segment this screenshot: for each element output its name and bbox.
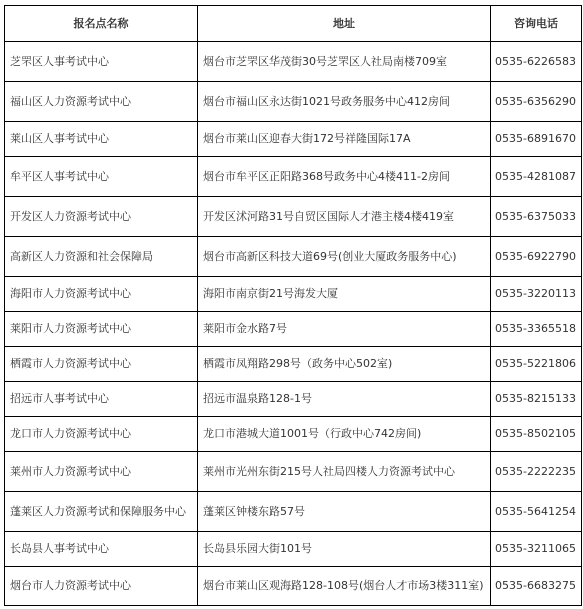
cell-phone: 0535-2222235: [491, 452, 582, 492]
cell-name: 蓬莱区人力资源考试和保障服务中心: [5, 492, 198, 532]
cell-address: 开发区沭河路31号自贸区国际人才港主楼4楼419室: [198, 197, 491, 237]
cell-phone: 0535-6356290: [491, 82, 582, 122]
table-body: [5, 42, 582, 606]
cell-name: 高新区人力资源和社会保障局: [5, 237, 198, 277]
cell-name: 烟台市人力资源考试中心: [5, 567, 198, 606]
cell-name: 招远市人事考试中心: [5, 382, 198, 417]
table-row: [5, 197, 582, 237]
cell-name: 栖霞市人力资源考试中心: [5, 347, 198, 382]
cell-name: 福山区人力资源考试中心: [5, 82, 198, 122]
cell-name: 芝罘区人事考试中心: [5, 42, 198, 82]
cell-address: 烟台市高新区科技大道69号(创业大厦政务服务中心): [198, 237, 491, 277]
cell-address: 莱阳市金水路7号: [198, 312, 491, 347]
cell-phone: 0535-3365518: [491, 312, 582, 347]
cell-name: 开发区人力资源考试中心: [5, 197, 198, 237]
cell-address: 烟台市芝罘区华茂街30号芝罘区人社局南楼709室: [198, 42, 491, 82]
cell-address: 栖霞市凤翔路298号（政务中心502室): [198, 347, 491, 382]
cell-address: 烟台市牟平区正阳路368号政务中心4楼411-2房间: [198, 157, 491, 197]
cell-address: 长岛县乐园大街101号: [198, 532, 491, 567]
table-row: [5, 382, 582, 417]
cell-phone: 0535-6375033: [491, 197, 582, 237]
cell-phone: 0535-6891670: [491, 122, 582, 157]
cell-name: 莱州市人力资源考试中心: [5, 452, 198, 492]
cell-phone: 0535-4281087: [491, 157, 582, 197]
cell-address: 招远市温泉路128-1号: [198, 382, 491, 417]
cell-phone: 0535-8215133: [491, 382, 582, 417]
cell-name: 海阳市人力资源考试中心: [5, 277, 198, 312]
cell-phone: 0535-6683275: [491, 567, 582, 606]
header-row: [5, 6, 582, 42]
cell-address: 莱州市光州东街215号人社局四楼人力资源考试中心: [198, 452, 491, 492]
table-row: [5, 122, 582, 157]
cell-phone: 0535-5221806: [491, 347, 582, 382]
table-row: [5, 312, 582, 347]
cell-address: 烟台市莱山区观海路128-108号(烟台人才市场3楼311室): [198, 567, 491, 606]
cell-address: 烟台市莱山区迎春大街172号祥隆国际17A: [198, 122, 491, 157]
cell-phone: 0535-3211065: [491, 532, 582, 567]
header-name: 报名点名称: [5, 6, 198, 42]
cell-name: 莱阳市人力资源考试中心: [5, 312, 198, 347]
cell-phone: 0535-8502105: [491, 417, 582, 452]
table-row: [5, 82, 582, 122]
cell-phone: 0535-5641254: [491, 492, 582, 532]
cell-address: 海阳市南京街21号海发大厦: [198, 277, 491, 312]
cell-phone: 0535-6922790: [491, 237, 582, 277]
table-row: [5, 237, 582, 277]
cell-phone: 0535-6226583: [491, 42, 582, 82]
table-row: [5, 157, 582, 197]
header-phone: 咨询电话: [491, 6, 582, 42]
table-row: [5, 532, 582, 567]
registration-points-table: [4, 5, 582, 606]
header-address: 地址: [198, 6, 491, 42]
cell-phone: 0535-3220113: [491, 277, 582, 312]
table-row: [5, 42, 582, 82]
table-row: [5, 277, 582, 312]
cell-name: 长岛县人事考试中心: [5, 532, 198, 567]
cell-name: 莱山区人事考试中心: [5, 122, 198, 157]
cell-address: 蓬莱区钟楼东路57号: [198, 492, 491, 532]
table-header: [5, 6, 582, 42]
table-row: [5, 492, 582, 532]
cell-name: 牟平区人事考试中心: [5, 157, 198, 197]
cell-address: 烟台市福山区永达街1021号政务服务中心412房间: [198, 82, 491, 122]
table-row: [5, 452, 582, 492]
cell-name: 龙口市人力资源考试中心: [5, 417, 198, 452]
table-row: [5, 567, 582, 606]
table-row: [5, 347, 582, 382]
cell-address: 龙口市港城大道1001号（行政中心742房间): [198, 417, 491, 452]
table-row: [5, 417, 582, 452]
